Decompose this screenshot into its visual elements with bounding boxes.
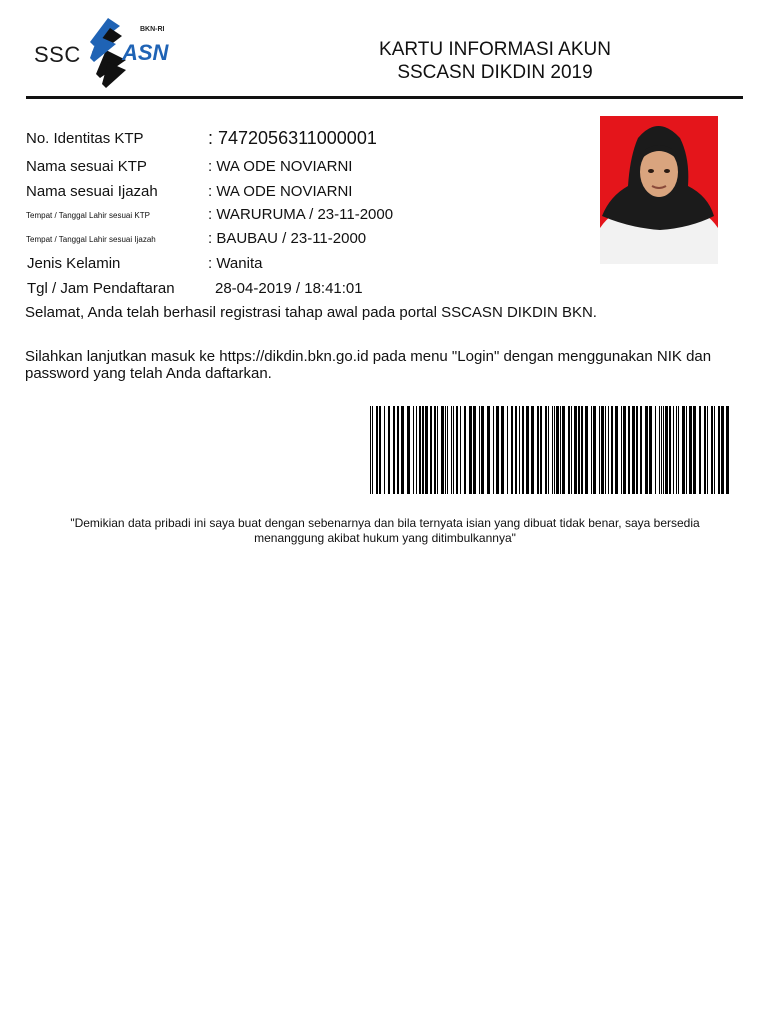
barcode-bar	[601, 406, 604, 494]
barcode-bar	[682, 406, 685, 494]
barcode-bar	[704, 406, 706, 494]
instruction-line-2: password yang telah Anda daftarkan.	[25, 365, 272, 382]
barcode-bar	[537, 406, 539, 494]
barcode-bar	[621, 406, 622, 494]
barcode-bar	[605, 406, 606, 494]
field-label: Nama sesuai KTP	[26, 158, 147, 175]
barcode-bar	[560, 406, 561, 494]
barcode-bar	[673, 406, 674, 494]
barcode-bar	[419, 406, 421, 494]
barcode-bar	[571, 406, 572, 494]
barcode-bar	[447, 406, 448, 494]
barcode-bar	[376, 406, 378, 494]
success-message: Selamat, Anda telah berhasil registrasi tahap awal pada portal SSCASN DIKDIN BKN.	[25, 304, 597, 321]
barcode-bar	[430, 406, 432, 494]
barcode-bar	[437, 406, 438, 494]
barcode-bar	[599, 406, 600, 494]
barcode-bar	[628, 406, 630, 494]
barcode-bar	[718, 406, 720, 494]
statement-line-2: menanggung akibat hukum yang ditimbulkannya"	[254, 531, 516, 545]
field-label: Tempat / Tanggal Lahir sesuai KTP	[26, 211, 150, 220]
barcode-bar	[714, 406, 715, 494]
field-value: : WA ODE NOVIARNI	[208, 183, 353, 200]
barcode-bar	[699, 406, 701, 494]
barcode-bar	[434, 406, 436, 494]
field-label: Nama sesuai Ijazah	[26, 183, 158, 200]
field-label: Tempat / Tanggal Lahir sesuai Ijazah	[26, 235, 156, 244]
barcode-bar	[676, 406, 677, 494]
title-line-2: SSCASN DIKDIN 2019	[397, 62, 593, 83]
barcode-bar	[574, 406, 577, 494]
barcode-bar	[640, 406, 642, 494]
barcode-bar	[623, 406, 626, 494]
barcode-bar	[548, 406, 549, 494]
barcode-bar	[479, 406, 480, 494]
barcode-bar	[632, 406, 635, 494]
barcode-bar	[663, 406, 664, 494]
barcode-bar	[487, 406, 490, 494]
barcode-bar	[422, 406, 424, 494]
barcode-bar	[501, 406, 504, 494]
barcode-bar	[545, 406, 547, 494]
ssc-asn-logo	[30, 16, 180, 92]
barcode-bar	[707, 406, 708, 494]
barcode-bar	[531, 406, 534, 494]
barcode-bar	[496, 406, 499, 494]
barcode-bar	[526, 406, 529, 494]
barcode-bar	[585, 406, 588, 494]
barcode-bar	[473, 406, 476, 494]
barcode-bar	[413, 406, 414, 494]
logo-bkn-text: BKN-RI	[140, 26, 165, 33]
barcode-bar	[661, 406, 662, 494]
barcode-bar	[416, 406, 417, 494]
field-label: Jenis Kelamin	[27, 255, 121, 272]
instruction-line-1: Silahkan lanjutkan masuk ke https://dikdin.bkn.go.id pada menu "Login" dengan menggunakan NIK dan	[25, 348, 712, 365]
field-value: : WARURUMA / 23-11-2000	[208, 206, 394, 223]
barcode-bar	[388, 406, 390, 494]
barcode-bar	[397, 406, 399, 494]
logo-ssc-text: SSC	[34, 42, 81, 67]
applicant-photo	[600, 116, 718, 264]
barcode-bar	[393, 406, 395, 494]
field-value: : WA ODE NOVIARNI	[208, 158, 353, 175]
header-divider	[26, 96, 743, 99]
barcode-bar	[686, 406, 687, 494]
field-label: Tgl / Jam Pendaftaran	[27, 280, 175, 297]
barcode-bar	[593, 406, 596, 494]
declaration-statement	[30, 516, 740, 546]
barcode-bar	[493, 406, 494, 494]
barcode-bar	[522, 406, 524, 494]
barcode-bar	[456, 406, 458, 494]
page-title	[340, 38, 650, 84]
barcode-bar	[540, 406, 542, 494]
barcode-bar	[655, 406, 656, 494]
barcode-bar	[554, 406, 555, 494]
barcode-bar	[401, 406, 404, 494]
barcode-bar	[568, 406, 570, 494]
barcode-bar	[515, 406, 517, 494]
registration-barcode	[370, 406, 732, 494]
field-value: : BAUBAU / 23-11-2000	[208, 230, 367, 247]
barcode-bar	[519, 406, 520, 494]
barcode-bar	[645, 406, 648, 494]
statement-line-1: "Demikian data pribadi ini saya buat dengan sebenarnya dan bila ternyata isian yang dibuat tidak benar, saya bersedia	[70, 516, 700, 530]
field-value: 28-04-2019 / 18:41:01	[215, 280, 363, 297]
barcode-bar	[425, 406, 428, 494]
barcode-bar	[481, 406, 484, 494]
field-label: No. Identitas KTP	[26, 130, 144, 147]
barcode-bar	[665, 406, 668, 494]
title-line-1: KARTU INFORMASI AKUN	[379, 39, 611, 60]
barcode-bar	[659, 406, 660, 494]
barcode-bar	[608, 406, 609, 494]
instruction-message	[25, 348, 711, 382]
barcode-bar	[556, 406, 559, 494]
field-value-ktp-number: : 7472056311000001	[208, 128, 377, 148]
barcode-bar	[591, 406, 592, 494]
field-value: : Wanita	[208, 255, 263, 272]
barcode-bar	[370, 406, 371, 494]
barcode-bar	[636, 406, 638, 494]
barcode-bar	[460, 406, 461, 494]
barcode-bar	[552, 406, 553, 494]
barcode-bar	[611, 406, 613, 494]
barcode-bar	[379, 406, 381, 494]
barcode-bar	[511, 406, 513, 494]
barcode-bar	[581, 406, 583, 494]
logo-asn-text: ASN	[122, 40, 169, 65]
barcode-bar	[721, 406, 724, 494]
barcode-bar	[689, 406, 692, 494]
barcode-bar	[451, 406, 452, 494]
barcode-bar	[578, 406, 580, 494]
barcode-bar	[464, 406, 466, 494]
barcode-bar	[384, 406, 385, 494]
barcode-bar	[407, 406, 410, 494]
barcode-bar	[669, 406, 671, 494]
barcode-bar	[453, 406, 454, 494]
barcode-bar	[441, 406, 444, 494]
barcode-bar	[562, 406, 565, 494]
barcode-bar	[372, 406, 373, 494]
barcode-bar	[678, 406, 679, 494]
barcode-bar	[711, 406, 713, 494]
barcode-bar	[649, 406, 652, 494]
barcode-bar	[469, 406, 472, 494]
portrait-image	[600, 116, 718, 264]
barcode-bar	[615, 406, 618, 494]
barcode-bar	[726, 406, 729, 494]
barcode-bar	[445, 406, 446, 494]
barcode-bar	[507, 406, 508, 494]
barcode-bar	[693, 406, 696, 494]
